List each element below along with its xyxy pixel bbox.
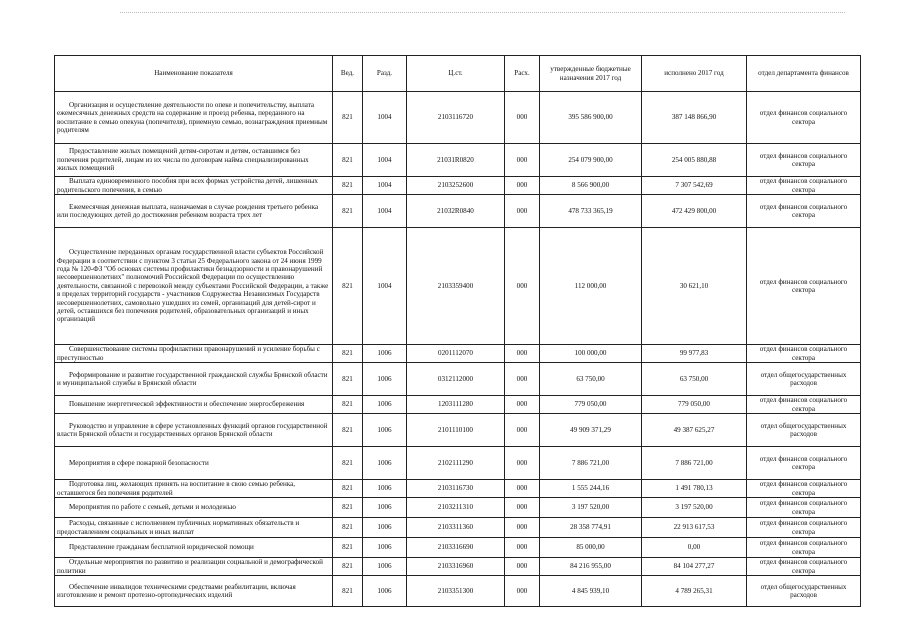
row-approved: 254 079 900,00 xyxy=(540,144,642,177)
row-name: Представление гражданам бесплатной юридической помощи xyxy=(55,538,333,558)
row-ved: 821 xyxy=(333,144,363,177)
row-approved: 478 733 365,19 xyxy=(540,195,642,228)
header-executed: исполнено 2017 год xyxy=(642,56,747,92)
table-row xyxy=(55,92,861,144)
header-dept: отдел департамента финансов xyxy=(747,56,861,92)
header-approved: утвержденные бюджетные назначения 2017 год xyxy=(540,56,642,92)
row-dept: отдел финансов социального сектора xyxy=(747,447,861,480)
row-name: Организация и осуществление деятельности по опеке и попечительству, выплата ежемесячных денежных средств на содержание и проезд ребенка, переданного на воспитание в семью опекуна (попечителя), приемную семью, вознаграждения приемным родителям xyxy=(55,92,333,144)
row-razd: 1006 xyxy=(363,363,407,396)
row-name: Ежемесячная денежная выплата, назначаемая в случае рождения третьего ребенка или последующих детей до достижения ребенком возраста трех лет xyxy=(55,195,333,228)
row-rash: 000 xyxy=(505,396,540,414)
table-row xyxy=(55,177,861,195)
row-dept: отдел общегосударственных расходов xyxy=(747,363,861,396)
row-executed: 7 886 721,00 xyxy=(642,447,747,480)
row-razd: 1006 xyxy=(363,396,407,414)
row-name: Совершенствование системы профилактики правонарушений и усиление борьбы с преступностью xyxy=(55,345,333,363)
row-name: Осуществление переданных органам государственной власти субъектов Российской Федерации в соответствии с пунктом 3 статьи 25 Федерального закона от 24 июня 1999 года № 120-ФЗ "Об основах системы профилактики безнадзорности и правонарушений несовершеннолетних" полномочий Российской Федерации по осуществлению деятельности, связанной с перевозкой между субъектами Российской Федерации, а также в пределах территорий государств - участников Содружества Независимых Государств несовершеннолетних, самовольно ушедших из семей, организаций для детей-сирот и детей, оставшихся без попечения родителей, образовательных организаций и иных организаций xyxy=(55,228,333,345)
row-executed: 84 104 277,27 xyxy=(642,558,747,576)
row-name: Мероприятия в сфере пожарной безопасности xyxy=(55,447,333,480)
row-razd: 1006 xyxy=(363,447,407,480)
row-cst: 2103351300 xyxy=(407,576,505,607)
table-row xyxy=(55,518,861,538)
row-name: Расходы, связанные с исполнением публичных нормативных обязательств и предоставлением социальных и иных выплат xyxy=(55,518,333,538)
row-dept: отдел финансов социального сектора xyxy=(747,92,861,144)
row-rash: 000 xyxy=(505,576,540,607)
row-rash: 000 xyxy=(505,228,540,345)
row-razd: 1006 xyxy=(363,576,407,607)
row-razd: 1006 xyxy=(363,414,407,447)
row-rash: 000 xyxy=(505,414,540,447)
row-dept: отдел финансов социального сектора xyxy=(747,498,861,518)
row-razd: 1006 xyxy=(363,518,407,538)
row-name: Подготовка лиц, желающих принять на воспитание в свою семью ребенка, оставшегося без попечения родителей xyxy=(55,480,333,498)
row-rash: 000 xyxy=(505,345,540,363)
table-row xyxy=(55,345,861,363)
row-approved: 8 566 900,00 xyxy=(540,177,642,195)
row-dept: отдел финансов социального сектора xyxy=(747,518,861,538)
row-rash: 000 xyxy=(505,144,540,177)
row-approved: 84 216 955,00 xyxy=(540,558,642,576)
header-ved: Вед. xyxy=(333,56,363,92)
row-executed: 22 913 617,53 xyxy=(642,518,747,538)
table-row xyxy=(55,396,861,414)
row-rash: 000 xyxy=(505,363,540,396)
row-executed: 49 387 625,27 xyxy=(642,414,747,447)
row-rash: 000 xyxy=(505,480,540,498)
row-executed: 63 750,00 xyxy=(642,363,747,396)
row-executed: 0,00 xyxy=(642,538,747,558)
row-dept: отдел финансов социального сектора xyxy=(747,144,861,177)
row-name: Мероприятия по работе с семьей, детьми и молодежью xyxy=(55,498,333,518)
row-cst: 2102111290 xyxy=(407,447,505,480)
row-cst: 2103252600 xyxy=(407,177,505,195)
row-cst: 2103116730 xyxy=(407,480,505,498)
row-name: Реформирование и развитие государственной гражданской службы Брянской области и муниципальной службы в Брянской области xyxy=(55,363,333,396)
row-approved: 3 197 520,00 xyxy=(540,498,642,518)
row-ved: 821 xyxy=(333,92,363,144)
row-approved: 112 000,00 xyxy=(540,228,642,345)
row-approved: 28 358 774,91 xyxy=(540,518,642,538)
row-approved: 100 000,00 xyxy=(540,345,642,363)
row-dept: отдел финансов социального сектора xyxy=(747,345,861,363)
row-cst: 2103316960 xyxy=(407,558,505,576)
row-razd: 1006 xyxy=(363,498,407,518)
table-row xyxy=(55,538,861,558)
row-approved: 779 050,00 xyxy=(540,396,642,414)
row-cst: 21032R0840 xyxy=(407,195,505,228)
row-approved: 4 845 939,10 xyxy=(540,576,642,607)
row-cst: 2103211310 xyxy=(407,498,505,518)
row-rash: 000 xyxy=(505,518,540,538)
row-razd: 1004 xyxy=(363,92,407,144)
row-ved: 821 xyxy=(333,576,363,607)
row-dept: отдел финансов социального сектора xyxy=(747,480,861,498)
row-dept: отдел финансов социального сектора xyxy=(747,228,861,345)
table-row xyxy=(55,480,861,498)
row-cst: 21031R0820 xyxy=(407,144,505,177)
row-cst: 1203111280 xyxy=(407,396,505,414)
row-name: Руководство и управление в сфере установленных функций органов государственной власти Брянской области и государственных органов Брянской области xyxy=(55,414,333,447)
table-header-row xyxy=(55,56,861,92)
row-ved: 821 xyxy=(333,447,363,480)
row-rash: 000 xyxy=(505,558,540,576)
row-ved: 821 xyxy=(333,414,363,447)
row-razd: 1004 xyxy=(363,195,407,228)
table-row xyxy=(55,414,861,447)
row-executed: 472 429 800,00 xyxy=(642,195,747,228)
row-ved: 821 xyxy=(333,498,363,518)
row-dept: отдел финансов социального сектора xyxy=(747,177,861,195)
header-razd: Разд. xyxy=(363,56,407,92)
row-razd: 1004 xyxy=(363,144,407,177)
row-razd: 1006 xyxy=(363,558,407,576)
row-ved: 821 xyxy=(333,177,363,195)
row-razd: 1006 xyxy=(363,345,407,363)
row-ved: 821 xyxy=(333,195,363,228)
table-row xyxy=(55,558,861,576)
row-cst: 2103359400 xyxy=(407,228,505,345)
row-razd: 1006 xyxy=(363,480,407,498)
row-dept: отдел финансов социального сектора xyxy=(747,396,861,414)
row-razd: 1006 xyxy=(363,538,407,558)
row-cst: 2101110100 xyxy=(407,414,505,447)
row-executed: 1 491 780,13 xyxy=(642,480,747,498)
row-executed: 99 977,83 xyxy=(642,345,747,363)
row-executed: 4 789 265,31 xyxy=(642,576,747,607)
header-name: Наименование показателя xyxy=(55,56,333,92)
row-rash: 000 xyxy=(505,92,540,144)
row-ved: 821 xyxy=(333,538,363,558)
row-approved: 85 000,00 xyxy=(540,538,642,558)
row-executed: 3 197 520,00 xyxy=(642,498,747,518)
row-ved: 821 xyxy=(333,396,363,414)
table-row xyxy=(55,195,861,228)
table-row xyxy=(55,498,861,518)
top-dotted-line xyxy=(120,12,845,19)
row-executed: 30 621,10 xyxy=(642,228,747,345)
row-razd: 1004 xyxy=(363,177,407,195)
row-dept: отдел общегосударственных расходов xyxy=(747,414,861,447)
row-dept: отдел финансов социального сектора xyxy=(747,195,861,228)
header-rash: Расх. xyxy=(505,56,540,92)
row-cst: 2103311360 xyxy=(407,518,505,538)
row-dept: отдел финансов социального сектора xyxy=(747,538,861,558)
row-dept: отдел общегосударственных расходов xyxy=(747,576,861,607)
table-row xyxy=(55,447,861,480)
table-row xyxy=(55,363,861,396)
row-ved: 821 xyxy=(333,480,363,498)
row-ved: 821 xyxy=(333,345,363,363)
row-ved: 821 xyxy=(333,518,363,538)
row-cst: 0201112070 xyxy=(407,345,505,363)
row-name: Повышение энергетической эффективности и обеспечение энергосбережения xyxy=(55,396,333,414)
row-rash: 000 xyxy=(505,177,540,195)
budget-table xyxy=(54,55,861,607)
row-name: Отдельные мероприятия по развитию и реализации социальной и демографической политики xyxy=(55,558,333,576)
table-row xyxy=(55,576,861,607)
table-row xyxy=(55,228,861,345)
row-name: Обеспечение инвалидов техническими средствами реабилитации, включая изготовление и ремонт протезно-ортопедических изделий xyxy=(55,576,333,607)
row-rash: 000 xyxy=(505,447,540,480)
row-dept: отдел финансов социального сектора xyxy=(747,558,861,576)
row-executed: 254 005 880,88 xyxy=(642,144,747,177)
row-cst: 2103116720 xyxy=(407,92,505,144)
row-rash: 000 xyxy=(505,538,540,558)
row-rash: 000 xyxy=(505,498,540,518)
row-approved: 7 886 721,00 xyxy=(540,447,642,480)
row-executed: 779 050,00 xyxy=(642,396,747,414)
row-approved: 1 555 244,16 xyxy=(540,480,642,498)
row-razd: 1004 xyxy=(363,228,407,345)
row-name: Выплата единовременного пособия при всех формах устройства детей, лишенных родительского попечения, в семью xyxy=(55,177,333,195)
row-ved: 821 xyxy=(333,558,363,576)
row-executed: 387 148 866,90 xyxy=(642,92,747,144)
table-row xyxy=(55,144,861,177)
row-approved: 395 586 900,00 xyxy=(540,92,642,144)
row-approved: 63 750,00 xyxy=(540,363,642,396)
row-approved: 49 909 371,29 xyxy=(540,414,642,447)
row-ved: 821 xyxy=(333,363,363,396)
row-name: Предоставление жилых помещений детям-сиротам и детям, оставшимся без попечения родителей, лицам из их числа по договорам найма специализированных жилых помещений xyxy=(55,144,333,177)
row-ved: 821 xyxy=(333,228,363,345)
header-cst: Ц.ст. xyxy=(407,56,505,92)
row-rash: 000 xyxy=(505,195,540,228)
row-cst: 0312112000 xyxy=(407,363,505,396)
row-cst: 2103316690 xyxy=(407,538,505,558)
row-executed: 7 307 542,69 xyxy=(642,177,747,195)
